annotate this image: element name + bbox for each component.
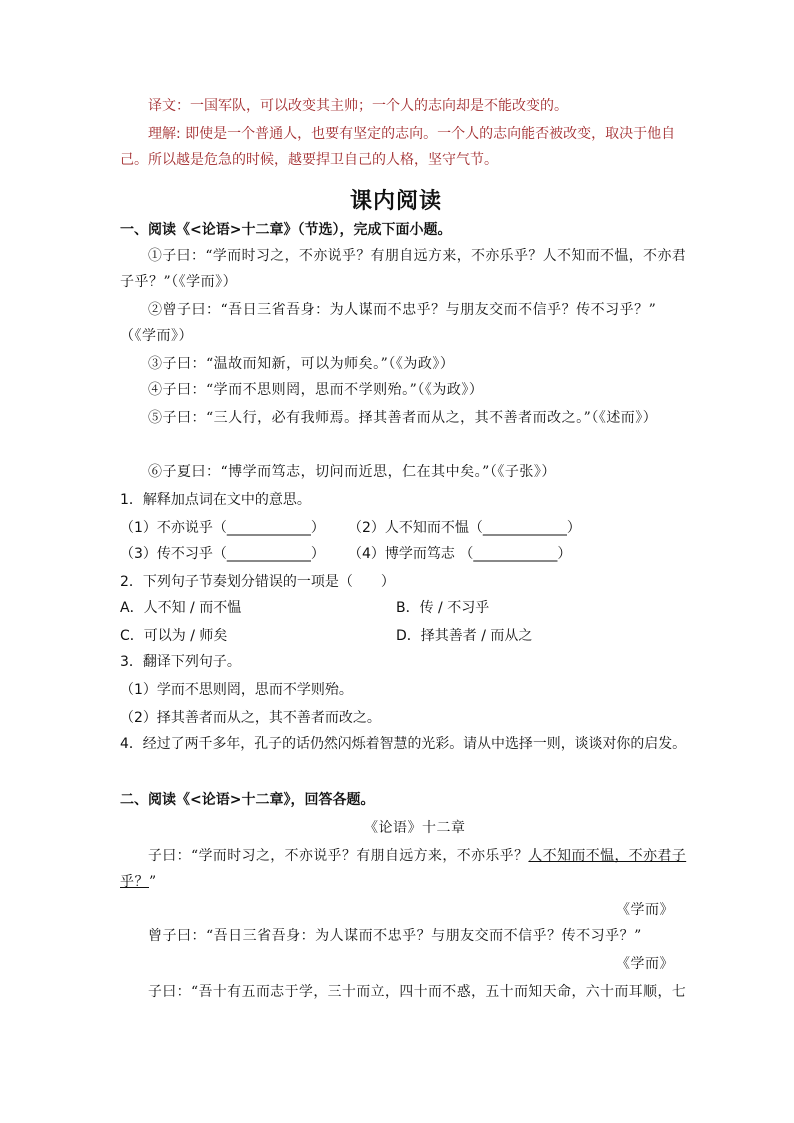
quote4: ④子曰：“学而不思则罔，思而不学则殆。”（《为政》） <box>148 382 484 398</box>
paragraph1-close-quote: ” <box>149 874 157 890</box>
understanding-text-line2: 己。所以越是危急的时候，越要捍卫自己的人格，坚守气节。 <box>120 152 498 168</box>
q1-item1: （1）不亦说乎（____________） <box>120 520 325 536</box>
section2-subtitle: 《论语》十二章 <box>364 820 466 836</box>
paragraph1-underlined-cont: 乎？ <box>120 874 149 890</box>
q2-option-c: C．可以为 / 师矣 <box>120 628 228 644</box>
q1-item2: （2）人不知而不愠（____________） <box>348 520 581 536</box>
understanding-text-line1: 理解: 即使是一个普通人，也要有坚定的志向。一个人的志向能否被改变，取决于他自 <box>148 126 676 142</box>
q2-title: 2．下列句子节奏划分错误的一项是（ ） <box>120 574 395 590</box>
paragraph1-underlined: 人不知而不愠，不亦君子 <box>528 848 687 864</box>
section2-paragraph3: 子曰：“吾十有五而志于学，三十而立，四十而不惑，五十而知天命，六十而耳顺，七 <box>148 984 687 1000</box>
source-label-2: 《学而》 <box>616 956 674 972</box>
quote1-line1: ①子曰：“学而时习之，不亦说乎？有朋自远方来，不亦乐乎？人不知而不愠，不亦君 <box>148 248 687 264</box>
section2-title: 二、阅读《<论语>十二章》，回答各题。 <box>120 792 375 808</box>
q1-item3: （3）传不习乎（____________） <box>120 546 325 562</box>
section2-paragraph2: 曾子曰：“吾日三省吾身：为人谋而不忠乎？与朋友交而不信乎？传不习乎？” <box>148 928 642 944</box>
page-title: 课内阅读 <box>350 189 443 214</box>
quote5: ⑤子曰：“三人行，必有我师焉。择其善者而从之，其不善者而改之。”（《述而》） <box>148 410 658 426</box>
quote6: ⑥子夏曰：“博学而笃志，切问而近思，仁在其中矣。”（《子张》） <box>148 464 556 480</box>
q1-title: 1．解释加点词在文中的意思。 <box>120 492 311 508</box>
q2-option-b: B．传 / 不习乎 <box>396 600 490 616</box>
q1-item4: （4）博学而笃志 （____________） <box>348 546 572 562</box>
translation-text: 译文：一国军队，可以改变其主帅；一个人的志向却是不能改变的。 <box>148 98 568 114</box>
quote1-line2: 子乎？”（《学而》） <box>120 274 238 290</box>
section2-paragraph1-line2 <box>120 872 157 892</box>
q3-item2: （2）择其善者而从之，其不善者而改之。 <box>120 710 381 726</box>
paragraph1-plain: 子曰：“学而时习之，不亦说乎？有朋自远方来，不亦乐乎？ <box>148 848 529 864</box>
quote3: ③子曰：“温故而知新，可以为师矣。”（《为政》） <box>148 356 455 372</box>
source-label-1: 《学而》 <box>616 902 674 918</box>
q3-item1: （1）学而不思则罔，思而不学则殆。 <box>120 682 353 698</box>
section2-paragraph1-line1 <box>148 846 686 866</box>
quote2-line1: ②曾子曰：“吾日三省吾身：为人谋而不忠乎？与朋友交而不信乎？传不习乎？” <box>148 302 657 318</box>
quote2-line2: （《学而》） <box>120 328 193 344</box>
q2-option-d: D．择其善者 / 而从之 <box>396 628 533 644</box>
q3-title: 3．翻译下列句子。 <box>120 654 241 670</box>
section1-title: 一、阅读《<论语>十二章》（节选），完成下面小题。 <box>120 222 452 238</box>
q2-option-a: A．人不知 / 而不愠 <box>120 600 242 616</box>
q4-text: 4．经过了两千多年，孔子的话仍然闪烁着智慧的光彩。请从中选择一则，谈谈对你的启发。 <box>120 736 687 752</box>
